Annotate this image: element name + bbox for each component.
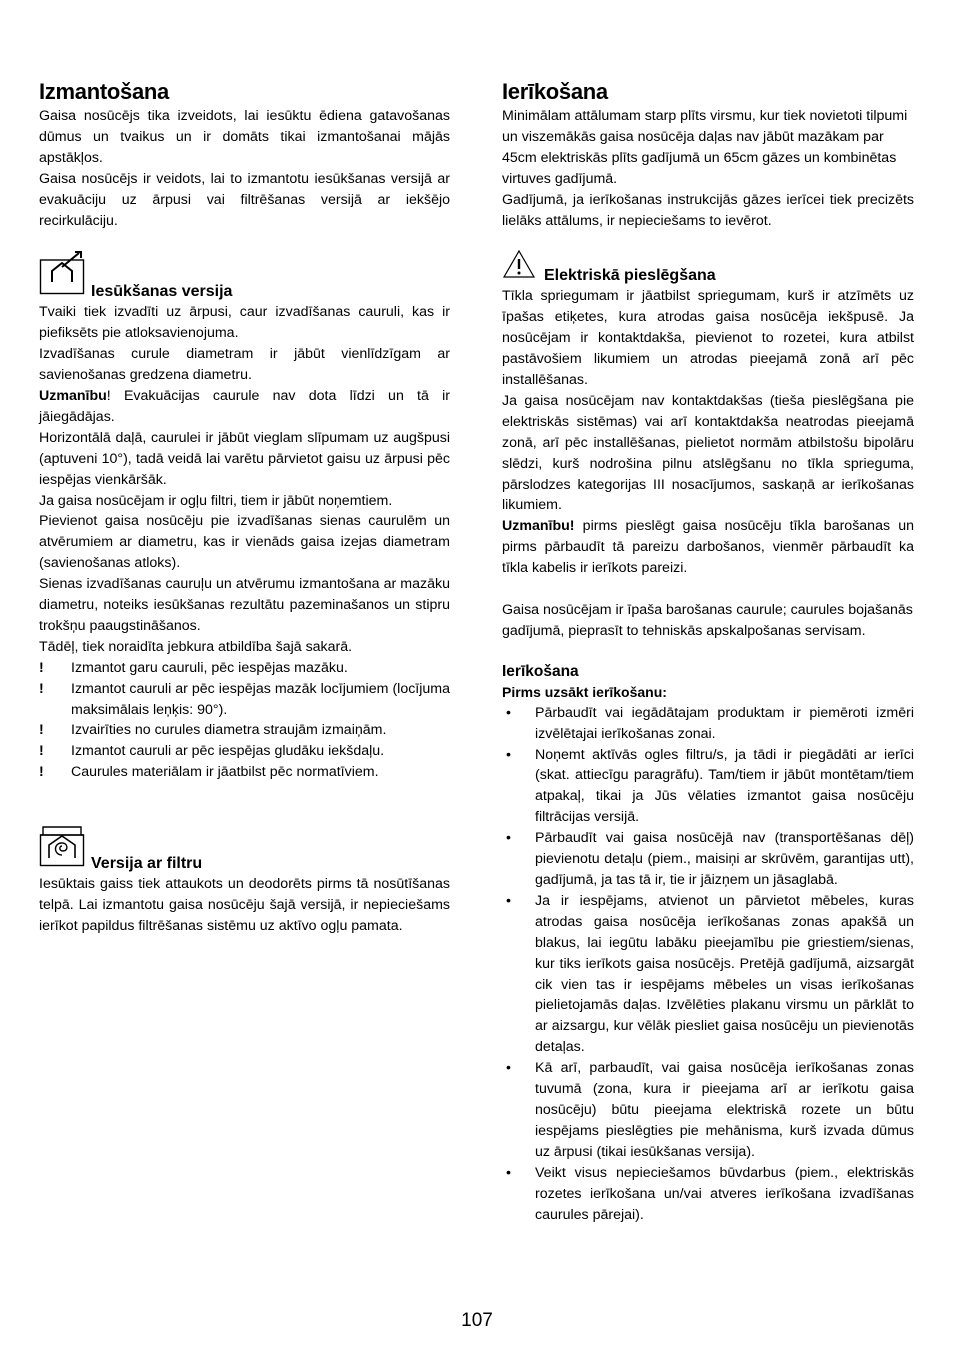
suction-paragraph-5: Ja gaisa nosūcējam ir ogļu filtri, tiem ir jābūt noņemtiem.	[39, 492, 393, 509]
list-item: ! Izmantot garu cauruli, pēc iespējas mazāku.	[39, 658, 450, 679]
right-column	[502, 78, 914, 1225]
suction-paragraph-7: Sienas izvadīšanas cauruļu un atvērumu izmantošana ar mazāku diametru, noteiks iesūkšanas rezultātu pazeminašanos un stipru trokšņu paaugstināšanos.	[39, 576, 450, 634]
installation-checklist	[502, 703, 914, 1226]
bullet: •	[506, 892, 511, 909]
house-chimney-icon	[39, 251, 85, 302]
suction-version-heading: Iesūkšanas versija	[91, 283, 233, 301]
warning-text: ! Evakuācijas caurule nav dota līdzi un tā ir jāiegādājas.	[39, 387, 450, 425]
bullet: •	[506, 746, 511, 763]
page-number: 107	[461, 1310, 493, 1331]
bullet: •	[506, 704, 511, 721]
electric-paragraph-2: Ja gaisa nosūcējam nav kontaktdakšas (tieša pieslēgšana pie elektriskās sistēmas) vai arī kontaktdakša neatrodas pieejamā zonā, arī pēc installēšanas, pielietot normām atbilstošu bipolāru slēdzi, kurš nodrošina pilnu atslēgšanu no tīkla sprieguma, pārslodzes kategorijas III nosacījumos, saskaņā ar ierīkošanas likumiem.	[502, 392, 914, 514]
bullet: •	[506, 1060, 511, 1077]
list-item: ! Izmantot cauruli ar pēc iespējas gludāku iekšdaļu.	[39, 741, 450, 762]
installation-intro-paragraph-1: Minimālam attālumam starp plīts virsmu, kur tiek novietoti tilpumi un viszemākās gaisa nosūcēja daļas nav jābūt mazākam par 45cm elektriskās plīts gadījumā un 65cm gāzes un kombinētas virtuves gadījumā.	[502, 108, 908, 187]
installation-subheading: Ierīkošana	[502, 662, 579, 680]
electric-connection-header	[502, 249, 914, 286]
filter-version-heading: Versija ar filtru	[91, 855, 203, 873]
warning-label: Uzmanību!	[502, 518, 575, 535]
bullet: •	[506, 1164, 511, 1181]
before-installation-label: Pirms uzsākt ierīkošanu:	[502, 683, 667, 700]
suction-version-header	[39, 251, 450, 302]
exclamation-mark: !	[39, 722, 44, 739]
electric-warning-paragraph	[502, 516, 914, 579]
filter-house-icon	[39, 825, 85, 874]
warning-label: Uzmanību	[39, 387, 107, 404]
list-item: ! Izvairīties no curules diametra straujām izmaiņām.	[39, 720, 450, 741]
section-title-installation: Ierīkošana	[502, 79, 608, 104]
electric-paragraph-4: Gaisa nosūcējam ir īpaša barošanas caurule; caurules bojašanās gadījumā, pieprasīt to tehniskās apskalpošanas servisam.	[502, 602, 913, 639]
usage-intro-paragraph-1: Gaisa nosūcējs tika izveidots, lai iesūktu ēdiena gatavošanas dūmus un tvaikus un ir domāts tikai izmantošanai mājās apstākļos.	[39, 108, 450, 166]
usage-intro-paragraph-2: Gaisa nosūcējs ir veidots, lai to izmantotu iesūkšanas versijā ar evakuāciju uz ārpusi vai filtrēšanas versijā ar iekšējo recirkulāciju.	[39, 170, 450, 229]
suction-paragraph-1: Tvaiki tiek izvadīti uz ārpusi, caur izvadīšanas cauruli, kas ir piefiksēts pie atloksavienojuma.	[39, 304, 450, 342]
electric-connection-heading: Elektriskā pieslēgšana	[544, 267, 716, 285]
list-item: • Veikt visus nepieciešamos būvdarbus (piem., elektriskās rozetes ierīkošana un/vai atveres ierīkošana izvadīšanas caurules pārejai).	[506, 1164, 914, 1223]
warning-text: pirms pieslēgt gaisa nosūcēju tīkla barošanas un pirms pārbaudīt tā pareizu darbošanos, vienmēr pārbaudīt ka tīkla kabelis ir ierīkots pareizi.	[502, 518, 914, 577]
list-item: • Pārbaudīt vai iegādātajam produktam ir piemēroti izmēri izvēlētajai ierīkošanas zonai.	[506, 704, 914, 742]
electric-paragraph-1: Tīkla spriegumam ir jāatbilst spriegumam, kurš ir atzīmēts uz īpašas etiķetes, kura atrodas gaisa nosūcēja iekšpusē. Ja nosūcējam ir kontaktdakša, pievienot to rozetei, kura atbilst pastāvošiem likumiem un atrodas pieejamā zonā arī pēc installēšanas.	[502, 288, 914, 388]
filter-version-header	[39, 825, 450, 874]
suction-paragraph-2: Izvadīšanas curule diametram ir jābūt vienlīdzīgam ar savienošanas gredzena diametru.	[39, 346, 450, 384]
filter-paragraph: Iesūktais gaiss tiek attaukots un deodorēts pirms tā nosūtīšanas telpā. Lai izmantotu gaisa nosūcēju šajā versijā, ir nepieciešams ierīkot papildus filtrēšanas sistēmu uz aktīvo ogļu pamata.	[39, 876, 450, 934]
installation-intro-paragraph-2: Gadījumā, ja ierīkošanas instrukcijās gāzes ierīcei tiek precizēts lielāks attālums, ir nepieciešams to ievērot.	[502, 191, 914, 229]
duct-rules-list	[39, 658, 450, 783]
section-title-usage: Izmantošana	[39, 79, 169, 104]
exclamation-mark: !	[39, 680, 44, 697]
list-item: ! Caurules materiālam ir jāatbilst pēc normatīviem.	[39, 762, 450, 783]
suction-paragraph-8: Tādēļ, tiek noraidīta jebkura atbildība šajā sakarā.	[39, 638, 353, 655]
suction-paragraph-4: Horizontālā daļā, caurulei ir jābūt vieglam slīpumam uz augšpusi (aptuveni 10°), tadā veidā lai varētu pārvietot gaisu uz ārpusi pēc iespējas vienkāršāk.	[39, 429, 450, 488]
bullet: •	[506, 830, 511, 847]
list-item: • Ja ir iespējams, atvienot un pārvietot mēbeles, kuras atrodas gaisa nosūcēja ierīkošanas zonas apakšā un blakus, lai iegūtu labāku pieejamību pie griestiem/sienas, kur tiks ierīkots gaisa nosūcējs. Pretējā gadījumā, aizsargāt cik vien tas ir iespējams mēbeles un visas ierīkošanas pielietojamās daļas. Izvēlēties plakanu virsmu un pārklāt to ar aizsargu, kur vēlāk piesliet gaisa nosūcēju un pievienotās detaļas.	[506, 892, 914, 1056]
suction-paragraph-6: Pievienot gaisa nosūcēju pie izvadīšanas sienas caurulēm un atvērumiem ar diametru, kas ir vienāds gaisa izejas diametram (savienošanas atloks).	[39, 513, 450, 572]
suction-warning-paragraph	[39, 386, 450, 428]
exclamation-mark: !	[39, 764, 44, 781]
list-item: • Noņemt aktīvās ogles filtru/s, ja tādi ir piegādāti ar ierīci (skat. attiecīgu paragrāfu). Tam/tiem ir jābūt montētam/tiem atpakaļ, tikai ja Jūs vēlaties izmantot gaisa nosūcēju filtrācijas versijā.	[506, 746, 914, 826]
list-item: • Pārbaudīt vai gaisa nosūcējā nav (transportēšanas dēļ) pievienotu detaļu (piem., maisiņi ar skrūvēm, garantijas utt), gadījumā, ja tas tā ir, tie ir jāizņem un jāsaglabā.	[506, 830, 914, 888]
list-item: ! Izmantot cauruli ar pēc iespējas mazāk locījumiem (locījuma maksimālais leņķis: 90°).	[39, 680, 450, 718]
exclamation-mark: !	[39, 659, 44, 676]
left-column	[39, 78, 450, 937]
exclamation-mark: !	[39, 743, 44, 760]
warning-triangle-icon	[502, 249, 536, 286]
list-item: • Kā arī, parbaudīt, vai gaisa nosūcēja ierīkošanas zonas tuvumā (zona, kura ir pieejama arī ar ierīkotu gaisa nosūcēju) būtu pieejama elektriskā rozete un būtu iespējams pieslēgties pie mehānisma, kurš izvada dūmus uz ārpusi (tikai iesūkšanas versija).	[506, 1060, 914, 1160]
